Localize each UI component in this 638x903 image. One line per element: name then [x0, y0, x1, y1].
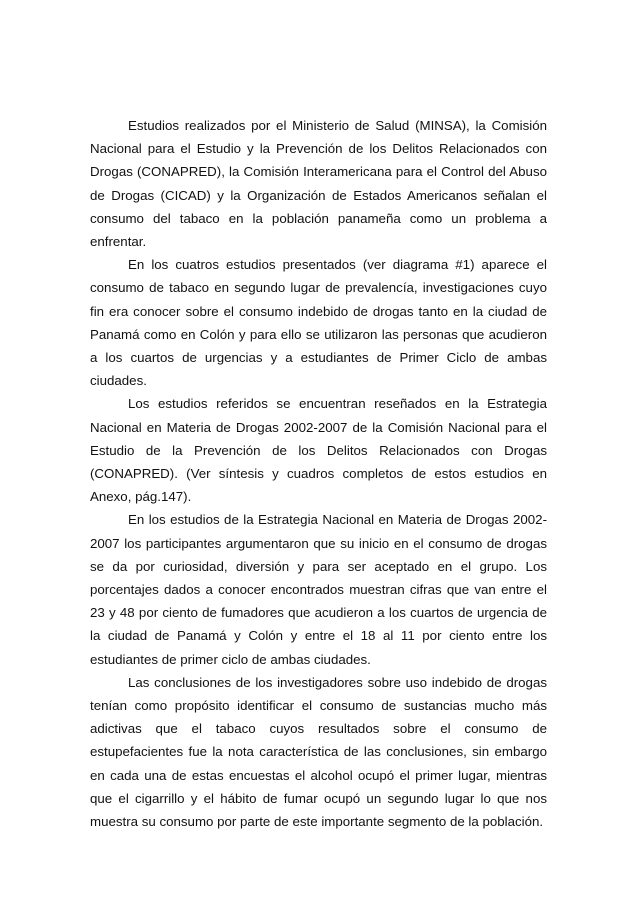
paragraph-1: Estudios realizados por el Ministerio de Salud (MINSA), la Comisión Nacional para el Estudio y la Prevención de los Delitos Relacionados con Drogas (CONAPRED), la Comisión Interamericana para el Control del Abuso de Drogas (CICAD) y la Organización de Estados Americanos señalan el consumo del tabaco en la población panameña como un problema a enfrentar.: [90, 118, 547, 250]
paragraph-5: Las conclusiones de los investigadores sobre uso indebido de drogas tenían como propósito identificar el consumo de sustancias mucho más adictivas que el tabaco cuyos resultados sobre el consumo de estupefacientes fue la nota característica de las conclusiones, sin embargo en cada una de estas encuestas el alcohol ocupó el primer lugar, mientras que el cigarrillo y el hábito de fumar ocupó un segundo lugar lo que nos muestra su consumo por parte de este importante segmento de la población.: [90, 674, 547, 830]
paragraph-2: En los cuatros estudios presentados (ver diagrama #1) aparece el consumo de tabaco en segundo lugar de prevalencía, investigaciones cuyo fin era conocer sobre el consumo indebido de drogas tanto en la ciudad de Panamá como en Colón y para ello se utilizaron las personas que acudieron a los cuartos de urgencias y a estudiantes de Primer Ciclo de ambas ciudades.: [90, 257, 547, 389]
paragraph-4: En los estudios de la Estrategia Nacional en Materia de Drogas 2002-2007 los participantes argumentaron que su inicio en el consumo de drogas se da por curiosidad, diversión y para ser aceptado en el grupo. Los porcentajes dados a conocer encontrados muestran cifras que van entre el 23 y 48 por ciento de fumadores que acudieron a los cuartos de urgencia de la ciudad de Panamá y Colón y entre el 18 al 11 por ciento entre los estudiantes de primer ciclo de ambas ciudades.: [90, 512, 547, 667]
paragraph-3: Los estudios referidos se encuentran reseñados en la Estrategia Nacional en Materia de Drogas 2002-2007 de la Comisión Nacional para el Estudio de la Prevención de los Delitos Relacionados con Drogas (CONAPRED). (Ver síntesis y cuadros completos de estos estudios en Anexo, pág.147).: [90, 396, 547, 505]
body-text: [90, 114, 547, 833]
